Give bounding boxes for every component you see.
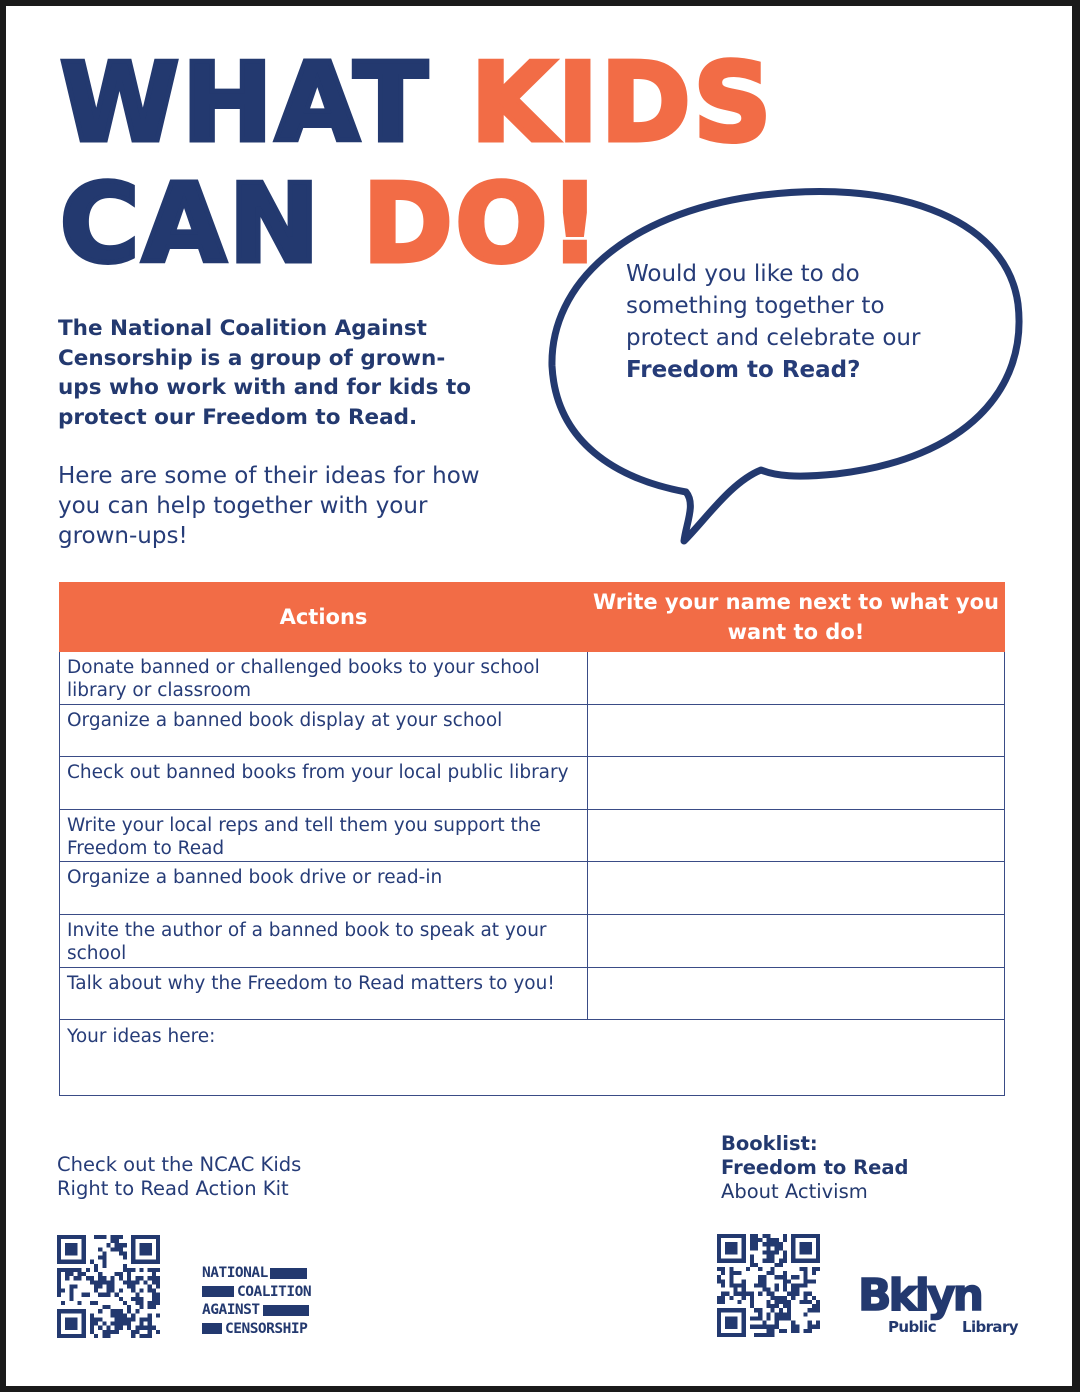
name-entry-cell[interactable] xyxy=(588,862,1005,915)
intro-paragraph: The National Coalition Against Censorship is a group of grown-ups who work with and for kids to protect our Freedom to Read. xyxy=(58,316,472,430)
name-entry-cell[interactable] xyxy=(588,704,1005,757)
brooklyn-public-library-logo xyxy=(858,1270,1028,1340)
table-row xyxy=(60,914,1005,967)
table-row xyxy=(60,967,1005,1020)
action-cell: Talk about why the Freedom to Read matters to you! xyxy=(60,967,588,1020)
action-cell: Organize a banned book display at your school xyxy=(60,704,588,757)
table-row xyxy=(60,652,1005,705)
name-entry-cell[interactable] xyxy=(588,757,1005,810)
action-kit-qr-code-icon[interactable] xyxy=(57,1235,160,1338)
name-column-header: Write your name next to what you want to do! xyxy=(588,583,1005,652)
table-row xyxy=(60,809,1005,862)
title-word-can: CAN xyxy=(60,162,323,287)
ncac-logo xyxy=(202,1264,312,1338)
page-title-line-2 xyxy=(60,162,603,287)
flyer-page xyxy=(6,6,1072,1386)
action-cell: Invite the author of a banned book to speak at your school xyxy=(60,914,588,967)
booklist-qr-code-icon[interactable] xyxy=(717,1234,820,1337)
ncac-logo-word: CENSORSHIP xyxy=(225,1320,308,1337)
title-word-what: WHAT xyxy=(60,41,431,166)
page-title-line-1 xyxy=(60,41,775,166)
name-entry-cell[interactable] xyxy=(588,967,1005,1020)
table-row xyxy=(60,862,1005,915)
ideas-row xyxy=(60,1020,1005,1096)
name-entry-cell[interactable] xyxy=(588,914,1005,967)
title-word-kids: KIDS xyxy=(471,41,775,166)
booklist-title: Freedom to Read xyxy=(721,1156,909,1179)
name-entry-cell[interactable] xyxy=(588,809,1005,862)
table-row xyxy=(60,757,1005,810)
booklist-subtitle: About Activism xyxy=(721,1180,868,1203)
name-entry-cell[interactable] xyxy=(588,652,1005,705)
action-cell: Organize a banned book drive or read-in xyxy=(60,862,588,915)
title-word-do: DO! xyxy=(362,162,603,287)
speech-bubble-text xyxy=(626,258,966,386)
ideas-entry-cell[interactable]: Your ideas here: xyxy=(60,1020,1005,1096)
bpl-logo-main: Bklyn xyxy=(858,1270,981,1321)
ncac-logo-word: NATIONAL xyxy=(202,1265,268,1281)
bpl-logo-public: Public xyxy=(888,1318,936,1336)
action-cell: Write your local reps and tell them you support the Freedom to Read xyxy=(60,809,588,862)
booklist-label: Booklist: xyxy=(721,1132,818,1155)
bpl-logo-library: Library xyxy=(962,1318,1018,1336)
ideas-paragraph: Here are some of their ideas for how you can help together with your grown-ups! xyxy=(58,463,480,549)
action-cell: Check out banned books from your local public library xyxy=(60,757,588,810)
bubble-question: Would you like to do something together to protect and celebrate our xyxy=(626,261,921,351)
ncac-logo-word: COALITION xyxy=(237,1283,312,1300)
booklist-block xyxy=(721,1132,981,1204)
actions-table xyxy=(59,582,1005,1096)
table-row xyxy=(60,704,1005,757)
actions-column-header: Actions xyxy=(60,583,588,652)
ncac-logo-word: AGAINST xyxy=(202,1302,260,1318)
action-kit-text: Check out the NCAC Kids Right to Read Action Kit xyxy=(57,1153,302,1200)
bubble-emphasis: Freedom to Read? xyxy=(626,357,861,383)
action-cell: Donate banned or challenged books to your school library or classroom xyxy=(60,652,588,705)
